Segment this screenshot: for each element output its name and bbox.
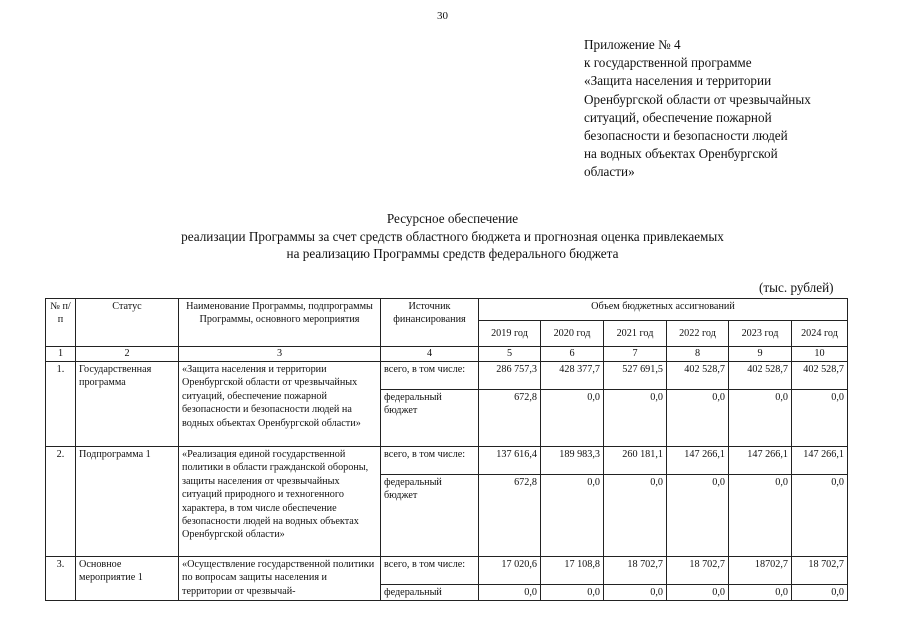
- row-value: 0,0: [667, 390, 729, 447]
- row-value: 147 266,1: [792, 447, 848, 475]
- row-source: федеральный: [381, 585, 479, 601]
- row-value: 18702,7: [729, 557, 792, 585]
- row-value: 0,0: [541, 475, 604, 557]
- row-value: 0,0: [541, 585, 604, 601]
- row-value: 402 528,7: [729, 362, 792, 390]
- header-year: 2023 год: [729, 321, 792, 347]
- header-status: Статус: [76, 299, 179, 347]
- header-num: № п/п: [46, 299, 76, 347]
- column-number: 7: [604, 347, 667, 362]
- column-number: 4: [381, 347, 479, 362]
- column-number: 3: [179, 347, 381, 362]
- header-volume: Объем бюджетных ассигнований: [479, 299, 848, 321]
- row-source: всего, в том числе:: [381, 362, 479, 390]
- row-number: 1.: [46, 362, 76, 447]
- column-number: 9: [729, 347, 792, 362]
- header-year: 2021 год: [604, 321, 667, 347]
- appendix-line: безопасности и безопасности людей: [584, 128, 788, 144]
- column-number: 6: [541, 347, 604, 362]
- header-source: Источник финансирования: [381, 299, 479, 347]
- appendix-line: Оренбургской области от чрезвычайных: [584, 91, 811, 107]
- title-line-2: реализации Программы за счет средств областного бюджета и прогнозная оценка привлекаемых: [181, 228, 724, 244]
- row-name: «Осуществление государственной политики по вопросам защиты населения и территории от чрезвычай-: [179, 557, 381, 601]
- row-name: «Защита населения и территории Оренбургской области от чрезвычайных ситуаций, обеспечение пожарной безопасности и безопасности людей на водных объектах Оренбургской области»: [179, 362, 381, 447]
- row-value: 17 020,6: [479, 557, 541, 585]
- row-value: 672,8: [479, 475, 541, 557]
- document-title: [0, 210, 905, 263]
- row-value: 0,0: [792, 475, 848, 557]
- header-year: 2020 год: [541, 321, 604, 347]
- title-line-3: на реализацию Программы средств федерального бюджета: [286, 246, 619, 261]
- row-value: 18 702,7: [667, 557, 729, 585]
- row-value: 147 266,1: [667, 447, 729, 475]
- row-value: 286 757,3: [479, 362, 541, 390]
- row-value: 0,0: [792, 390, 848, 447]
- row-value: 189 983,3: [541, 447, 604, 475]
- row-value: 527 691,5: [604, 362, 667, 390]
- row-value: 0,0: [729, 585, 792, 601]
- row-value: 17 108,8: [541, 557, 604, 585]
- row-value: 18 702,7: [792, 557, 848, 585]
- appendix-line: к государственной программе: [584, 55, 752, 71]
- units-label: (тыс. рублей): [759, 280, 834, 295]
- row-source: федеральный бюджет: [381, 475, 479, 557]
- row-number: 3.: [46, 557, 76, 601]
- appendix-line: «Защита населения и территории: [584, 73, 772, 89]
- budget-table: [45, 298, 848, 601]
- row-value: 137 616,4: [479, 447, 541, 475]
- row-value: 260 181,1: [604, 447, 667, 475]
- row-name: «Реализация единой государственной политики в области гражданской обороны, защиты населения от чрезвычайных ситуаций природного и техногенного характера, в том числе обеспечение безопасности людей на водных объектах Оренбургской области»: [179, 447, 381, 557]
- column-numbers-row: [46, 347, 848, 362]
- row-value: 0,0: [667, 585, 729, 601]
- column-number: 8: [667, 347, 729, 362]
- appendix-line: на водных объектах Оренбургской: [584, 146, 778, 162]
- row-value: 0,0: [667, 475, 729, 557]
- row-value: 0,0: [792, 585, 848, 601]
- column-number: 1: [46, 347, 76, 362]
- header-year: 2019 год: [479, 321, 541, 347]
- row-value: 0,0: [604, 475, 667, 557]
- row-source: всего, в том числе:: [381, 447, 479, 475]
- appendix-line: области»: [584, 164, 635, 180]
- row-value: 0,0: [604, 390, 667, 447]
- row-value: 402 528,7: [792, 362, 848, 390]
- title-line-1: Ресурсное обеспечение: [386, 211, 519, 226]
- column-number: 2: [76, 347, 179, 362]
- header-year: 2022 год: [667, 321, 729, 347]
- appendix-line: ситуаций, обеспечение пожарной: [584, 109, 772, 125]
- appendix-line: Приложение № 4: [584, 37, 681, 52]
- appendix-header: [584, 36, 811, 182]
- page-number: 30: [437, 10, 448, 22]
- row-value: 0,0: [729, 475, 792, 557]
- row-status: Основное мероприятие 1: [76, 557, 179, 601]
- row-source: федеральный бюджет: [381, 390, 479, 447]
- row-status: Подпрограмма 1: [76, 447, 179, 557]
- header-year: 2024 год: [792, 321, 848, 347]
- row-value: 428 377,7: [541, 362, 604, 390]
- row-number: 2.: [46, 447, 76, 557]
- row-value: 0,0: [479, 585, 541, 601]
- column-number: 5: [479, 347, 541, 362]
- row-value: 672,8: [479, 390, 541, 447]
- table-row: [46, 447, 848, 475]
- table-row: [46, 557, 848, 585]
- row-value: 0,0: [604, 585, 667, 601]
- row-status: Государственная программа: [76, 362, 179, 447]
- table-row: [46, 362, 848, 390]
- row-value: 147 266,1: [729, 447, 792, 475]
- header-row: [46, 299, 848, 321]
- row-value: 18 702,7: [604, 557, 667, 585]
- row-value: 0,0: [729, 390, 792, 447]
- row-value: 0,0: [541, 390, 604, 447]
- column-number: 10: [792, 347, 848, 362]
- row-value: 402 528,7: [667, 362, 729, 390]
- row-source: всего, в том числе:: [381, 557, 479, 585]
- header-name: Наименование Программы, подпрограммы Программы, основного мероприятия: [179, 299, 381, 347]
